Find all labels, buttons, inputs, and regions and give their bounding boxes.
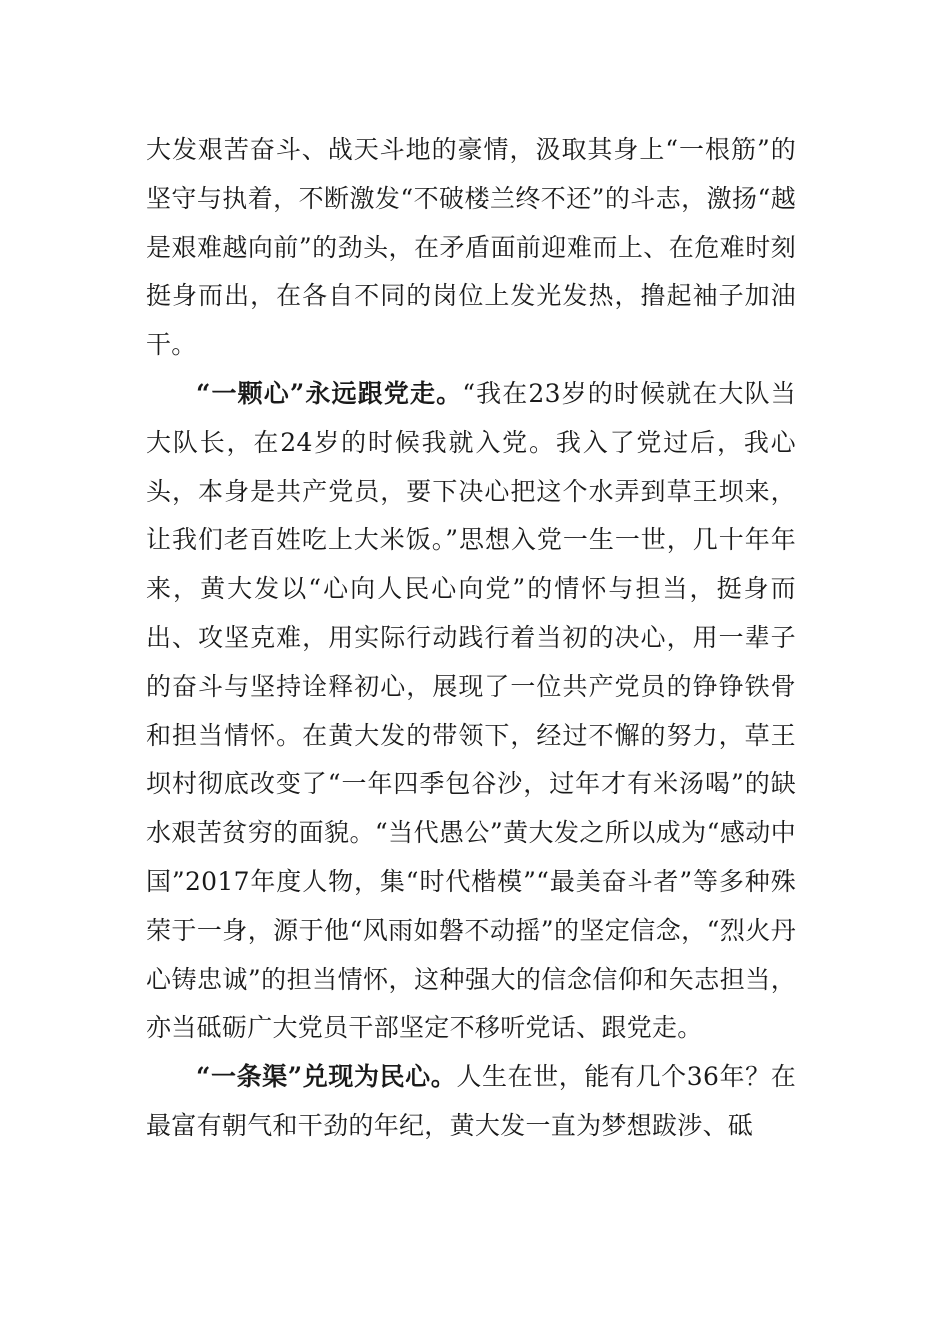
paragraph-lead-heading: “一颗心”永远跟党走。 bbox=[196, 378, 463, 408]
document-body bbox=[146, 126, 796, 1151]
paragraph-text: 人生在世，能有几个36年？在最富有朝气和干劲的年纪，黄大发一直为梦想跋涉、砥 bbox=[146, 1062, 796, 1140]
paragraph-text: 大发艰苦奋斗、战天斗地的豪情，汲取其身上“一根筋”的坚守与执着，不断激发“不破楼兰终不还”的斗志，激扬“越是艰难越向前”的劲头，在矛盾面前迎难而上、在危难时刻挺身而出，在各自不同的岗位上发光发热，撸起袖子加油干。 bbox=[146, 135, 796, 360]
paragraph-text: “我在23岁的时候就在大队当大队长，在24岁的时候我就入党。我入了党过后，我心头，本身是共产党员，要下决心把这个水弄到草王坝来，让我们老百姓吃上大米饭。”思想入党一生一世，几十年年来，黄大发以“心向人民心向党”的情怀与担当，挺身而出、攻坚克难，用实际行动践行着当初的决心，用一辈子的奋斗与坚持诠释初心，展现了一位共产党员的铮铮铁骨和担当情怀。在黄大发的带领下，经过不懈的努力，草王坝村彻底改变了“一年四季包谷沙，过年才有米汤喝”的缺水艰苦贫穷的面貌。“当代愚公”黄大发之所以成为“感动中国”2017年度人物，集“时代楷模”“最美奋斗者”等多种殊荣于一身，源于他“风雨如磐不动摇”的坚定信念，“烈火丹心铸忠诚”的担当情怀，这种强大的信念信仰和矢志担当，亦当砥砺广大党员干部坚定不移听党话、跟党走。 bbox=[146, 378, 796, 1043]
paragraph-continuation bbox=[146, 126, 796, 370]
paragraph-one-heart bbox=[146, 370, 796, 1053]
paragraph-one-canal bbox=[146, 1053, 796, 1151]
paragraph-lead-heading: “一条渠”兑现为民心。 bbox=[196, 1062, 457, 1092]
